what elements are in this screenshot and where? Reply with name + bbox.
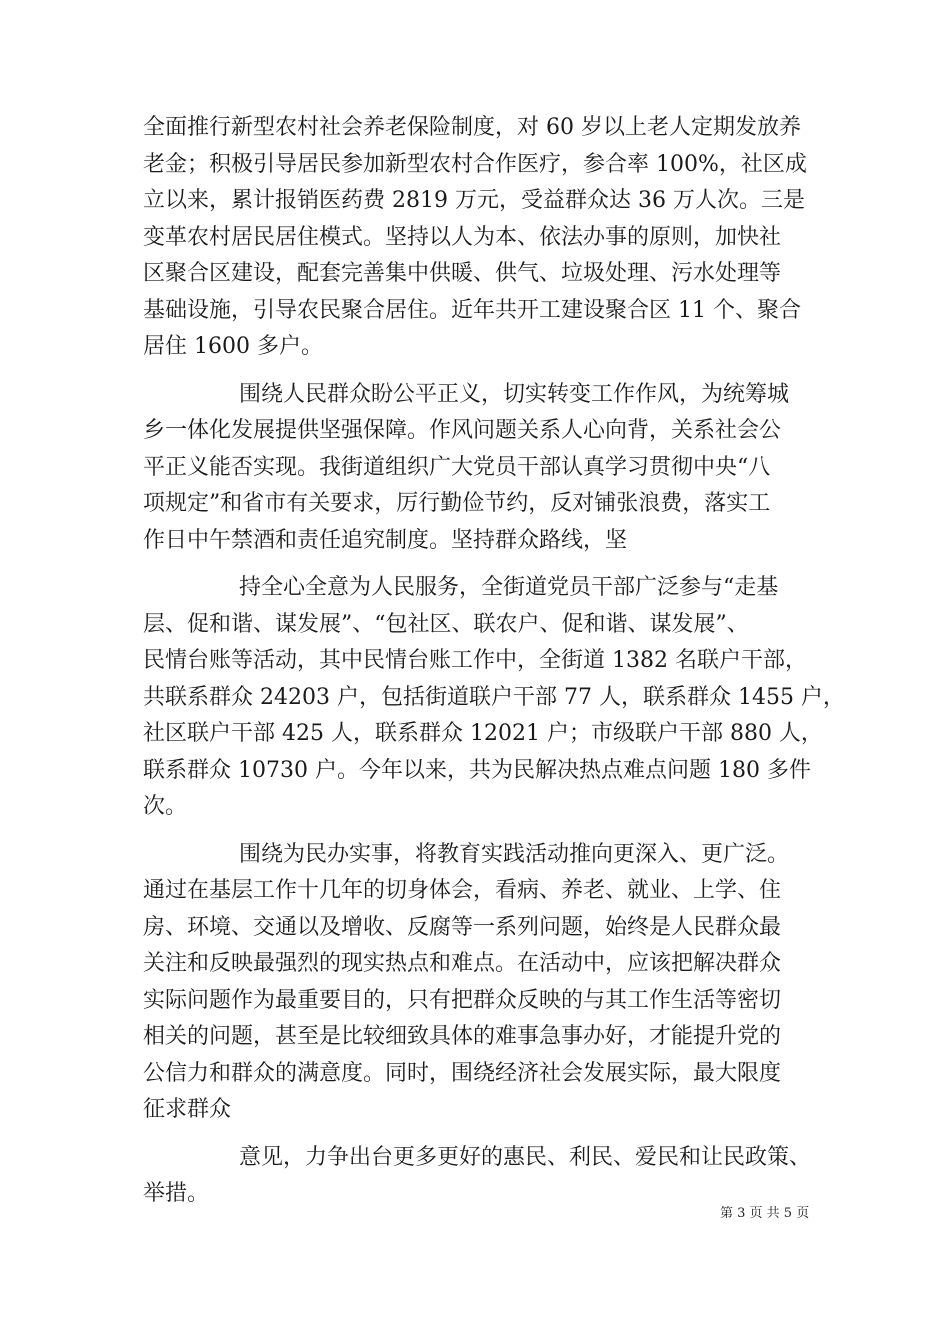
text-line: 实际问题作为最重要目的，只有把群众反映的与其工作生活等密切 <box>143 987 782 1013</box>
text-line: 征求群众 <box>143 1097 232 1122</box>
text-line: 立以来，累计报销医药费 2819 万元，受益群众达 36 万人次。三是 <box>143 188 805 213</box>
text-line: 公信力和群众的满意度。同时，围绕经济社会发展实际，最大限度 <box>143 1060 782 1086</box>
text-line: 意见，力争出台更多更好的惠民、利民、爱民和让民政策、 <box>239 1144 812 1170</box>
text-line: 举措。 <box>143 1181 210 1206</box>
text-line: 持全心全意为人民服务，全街道党员干部广泛参与“走基 <box>239 575 779 600</box>
text-line: 围绕为民办实事，将教育实践活动推向更深入、更广泛。 <box>239 841 790 867</box>
text-line: 通过在基层工作十几年的切身体会，看病、养老、就业、上学、住 <box>143 878 782 903</box>
text-line: 项规定”和省市有关要求，厉行勤俭节约，反对铺张浪费，落实工 <box>143 491 771 516</box>
text-line: 基础设施，引导农民聚合居住。近年共开工建设聚合区 11 个、聚合 <box>143 297 801 323</box>
text-line: 相关的问题，甚至是比较细致具体的难事急事办好，才能提升党的 <box>143 1024 782 1049</box>
document-body <box>143 110 845 1224</box>
text-line: 作日中午禁酒和责任追究制度。坚持群众路线，坚 <box>143 527 628 553</box>
text-line: 房、环境、交通以及增收、反腐等一系列问题，始终是人民群众最 <box>143 914 782 940</box>
text-line: 次。 <box>143 794 188 819</box>
text-line: 乡一体化发展提供坚强保障。作风问题关系人心向背，关系社会公 <box>143 418 782 443</box>
page-number-footer: 第 3 页 共 5 页 <box>720 1206 810 1221</box>
text-line: 居住 1600 多户。 <box>143 334 323 359</box>
text-line: 社区联户干部 425 人，联系群众 12021 户；市级联户干部 880 人， <box>143 721 823 746</box>
text-line: 变革农村居民居住模式。坚持以人为本、依法办事的原则，加快社 <box>143 224 782 250</box>
text-line: 围绕人民群众盼公平正义，切实转变工作作风，为统筹城 <box>239 381 790 407</box>
text-line: 老金；积极引导居民参加新型农村合作医疗，参合率 100%，社区成 <box>143 151 807 177</box>
paragraph-1 <box>143 110 815 366</box>
text-line: 层、促和谐、谋发展”、“包社区、联农户、促和谐、谋发展”、 <box>143 611 749 637</box>
paragraph-3 <box>143 570 845 826</box>
text-line: 民情台账等活动，其中民情台账工作中，全街道 1382 名联户干部， <box>143 648 807 673</box>
text-line: 区聚合区建设，配套完善集中供暖、供气、垃圾处理、污水处理等 <box>143 261 782 286</box>
text-line: 联系群众 10730 户。今年以来，共为民解决热点难点问题 180 多件 <box>143 757 811 783</box>
text-line: 关注和反映最强烈的现实热点和难点。在活动中，应该把解决群众 <box>143 951 782 976</box>
paragraph-5 <box>143 1140 815 1213</box>
paragraph-2 <box>143 377 815 560</box>
text-line: 共联系群众 24203 户，包括街道联户干部 77 人，联系群众 1455 户， <box>143 684 845 710</box>
paragraph-4 <box>143 837 815 1129</box>
text-line: 平正义能否实现。我街道组织广大党员干部认真学习贯彻中央“八 <box>143 454 771 480</box>
text-line: 全面推行新型农村社会养老保险制度，对 60 岁以上老人定期发放养 <box>143 115 801 140</box>
